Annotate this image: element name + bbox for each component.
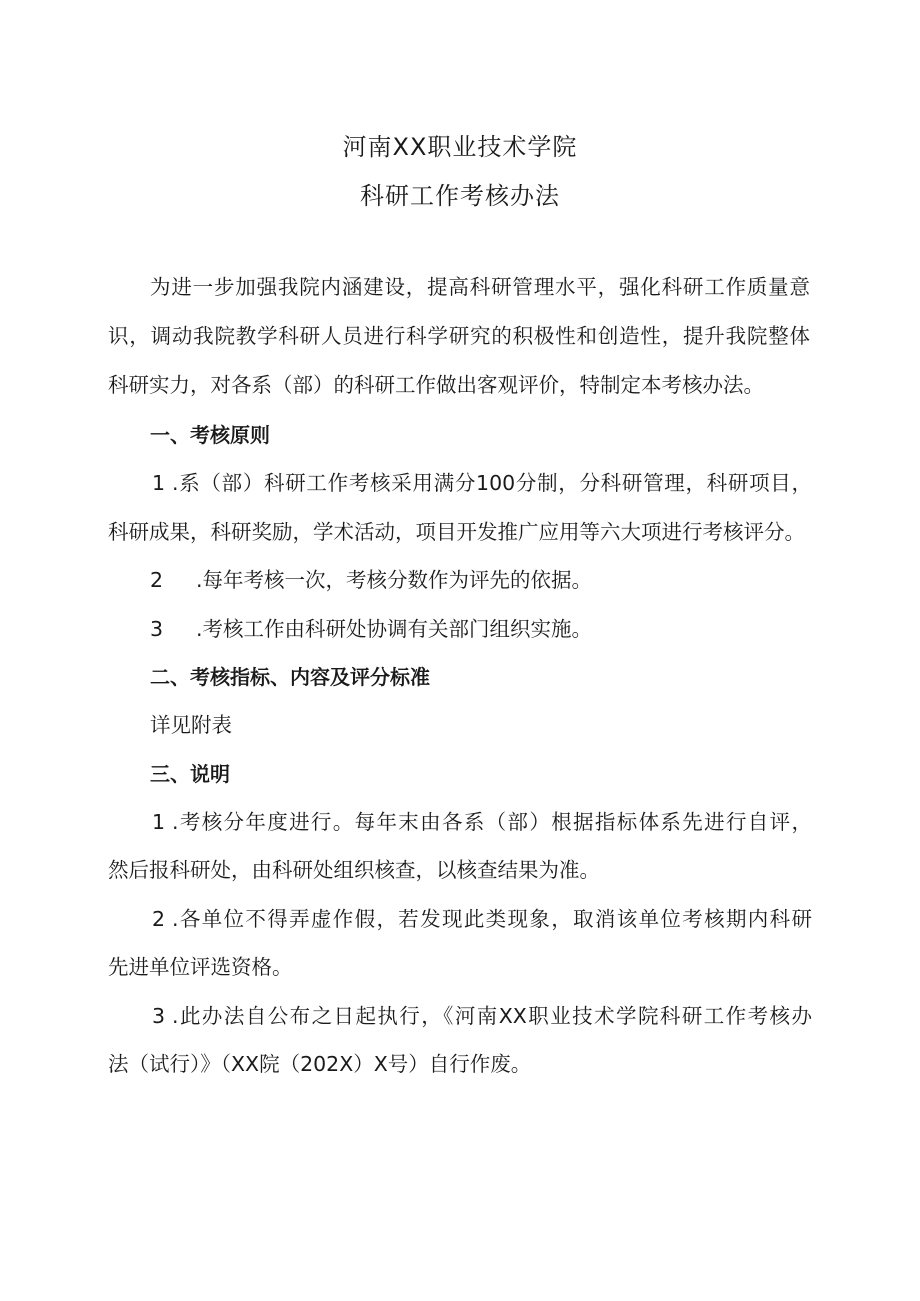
document-title-line2: 科研工作考核办法 — [360, 182, 560, 210]
section1-item2-text: .每年考核一次，考核分数作为评先的依据。 — [196, 568, 593, 592]
section1-item3-num: 3 — [150, 617, 164, 641]
section1-heading: 一、考核原则 — [150, 423, 270, 447]
section3-heading: 三、说明 — [150, 762, 230, 786]
section3-item2-line1: .各单位不得弄虚作假，若发现此类现象，取消该单位考核期内科研 — [172, 907, 812, 931]
intro-line-3: 科研实力，对各系（部）的科研工作做出客观评价，特制定本考核办法。 — [108, 373, 764, 397]
section1-item1-num: 1 — [152, 471, 166, 495]
document-title-line1: 河南XX职业技术学院 — [342, 133, 578, 161]
section3-item1-num: 1 — [152, 810, 166, 834]
section1-item1-line2: 科研成果，科研奖励，学术活动，项目开发推广应用等六大项进行考核评分。 — [108, 520, 805, 544]
section1-item2-num: 2 — [150, 568, 164, 592]
section3-item3-num: 3 — [152, 1004, 166, 1028]
section2-heading: 二、考核指标、内容及评分标准 — [150, 665, 430, 689]
section1-item3-text: .考核工作由科研处协调有关部门组织实施。 — [196, 617, 593, 641]
section3-item2-num: 2 — [152, 907, 166, 931]
section2-text: 详见附表 — [150, 713, 232, 737]
section3-item3-line1: .此办法自公布之日起执行，《河南XX职业技术学院科研工作考核办 — [172, 1004, 812, 1028]
section3-item1-line2: 然后报科研处，由科研处组织核查，以核查结果为准。 — [108, 858, 600, 882]
section3-item1-line1: .考核分年度进行。每年末由各系（部）根据指标体系先进行自评， — [172, 810, 812, 834]
section3-item2-line2: 先进单位评选资格。 — [108, 955, 293, 979]
intro-line-1: 为进一步加强我院内涵建设，提高科研管理水平，强化科研工作质量意 — [150, 275, 810, 299]
section3-item3-line2: 法（试行）》（XX院（202X）X号）自行作废。 — [108, 1052, 532, 1076]
section1-item1-line1: .系（部）科研工作考核采用满分100分制，分科研管理，科研项目， — [172, 471, 812, 495]
intro-line-2: 识，调动我院教学科研人员进行科学研究的积极性和创造性，提升我院整体 — [108, 324, 810, 348]
